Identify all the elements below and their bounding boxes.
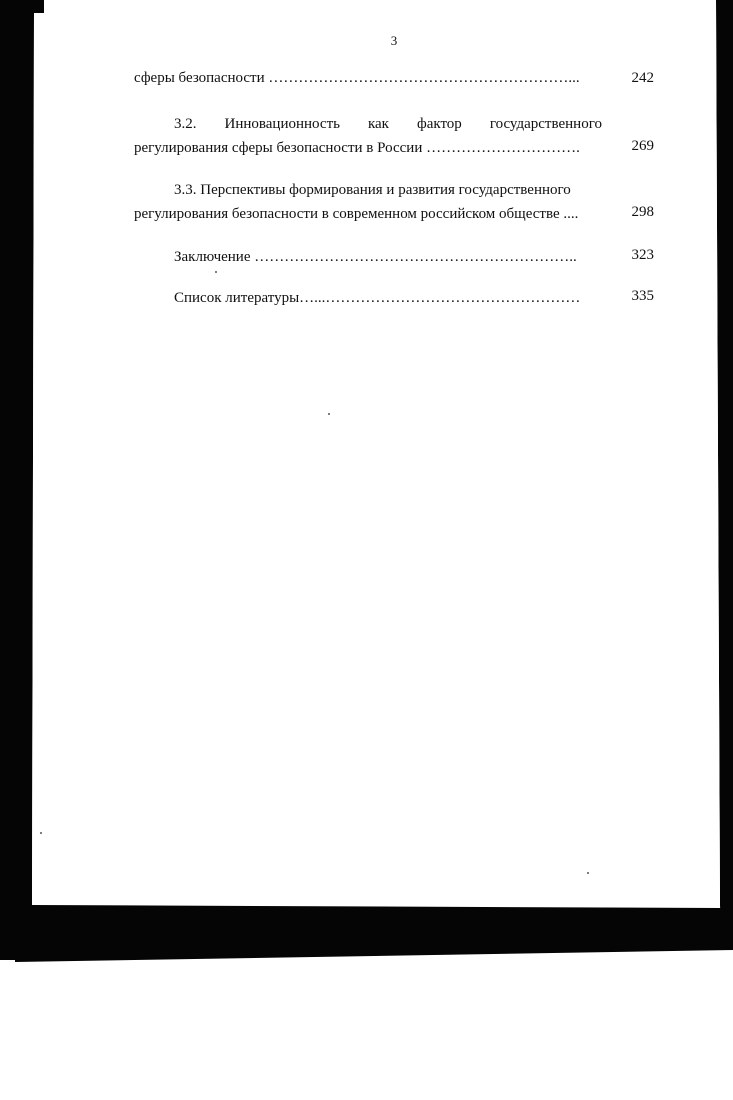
toc-entry-4-line-1: Заключение ……………………………………………………….. — [174, 249, 577, 265]
scan-speck — [215, 271, 217, 273]
toc-entry-3-line-1: 3.3. Перспективы формирования и развития государственного — [174, 182, 571, 198]
page-number: 3 — [390, 33, 398, 48]
toc-entry-2-page: 269 — [631, 138, 654, 154]
scan-speck — [40, 832, 42, 834]
toc-entry-2-word-3: как — [367, 116, 389, 132]
toc-entry-2-word-2: Инновационность — [224, 116, 340, 132]
toc-entry-5-page: 335 — [631, 288, 654, 304]
scan-speck — [587, 872, 589, 874]
toc-entry-3-line-2: регулирования безопасности в современном российском обществе .... — [134, 206, 579, 222]
toc-entry-4-page: 323 — [631, 247, 654, 263]
toc-entry-2-word-4: фактор — [416, 116, 462, 132]
scan-speck — [328, 413, 330, 415]
toc-entry-2-line-2: регулирования сферы безопасности в России …………………………. — [134, 140, 580, 156]
toc-entry-2-line-1 — [174, 114, 602, 134]
toc-entry-5-line-1: Список литературы…...…………………………………………… — [174, 290, 581, 306]
toc-entry-2-word-5: государственного — [489, 116, 602, 132]
toc-entry-1-line-1: сферы безопасности ……………………………………………………... — [134, 70, 580, 86]
toc-entry-1-page: 242 — [631, 70, 654, 86]
toc-entry-2-word-1: 3.2. — [174, 116, 197, 132]
toc-entry-3-page: 298 — [631, 204, 654, 220]
